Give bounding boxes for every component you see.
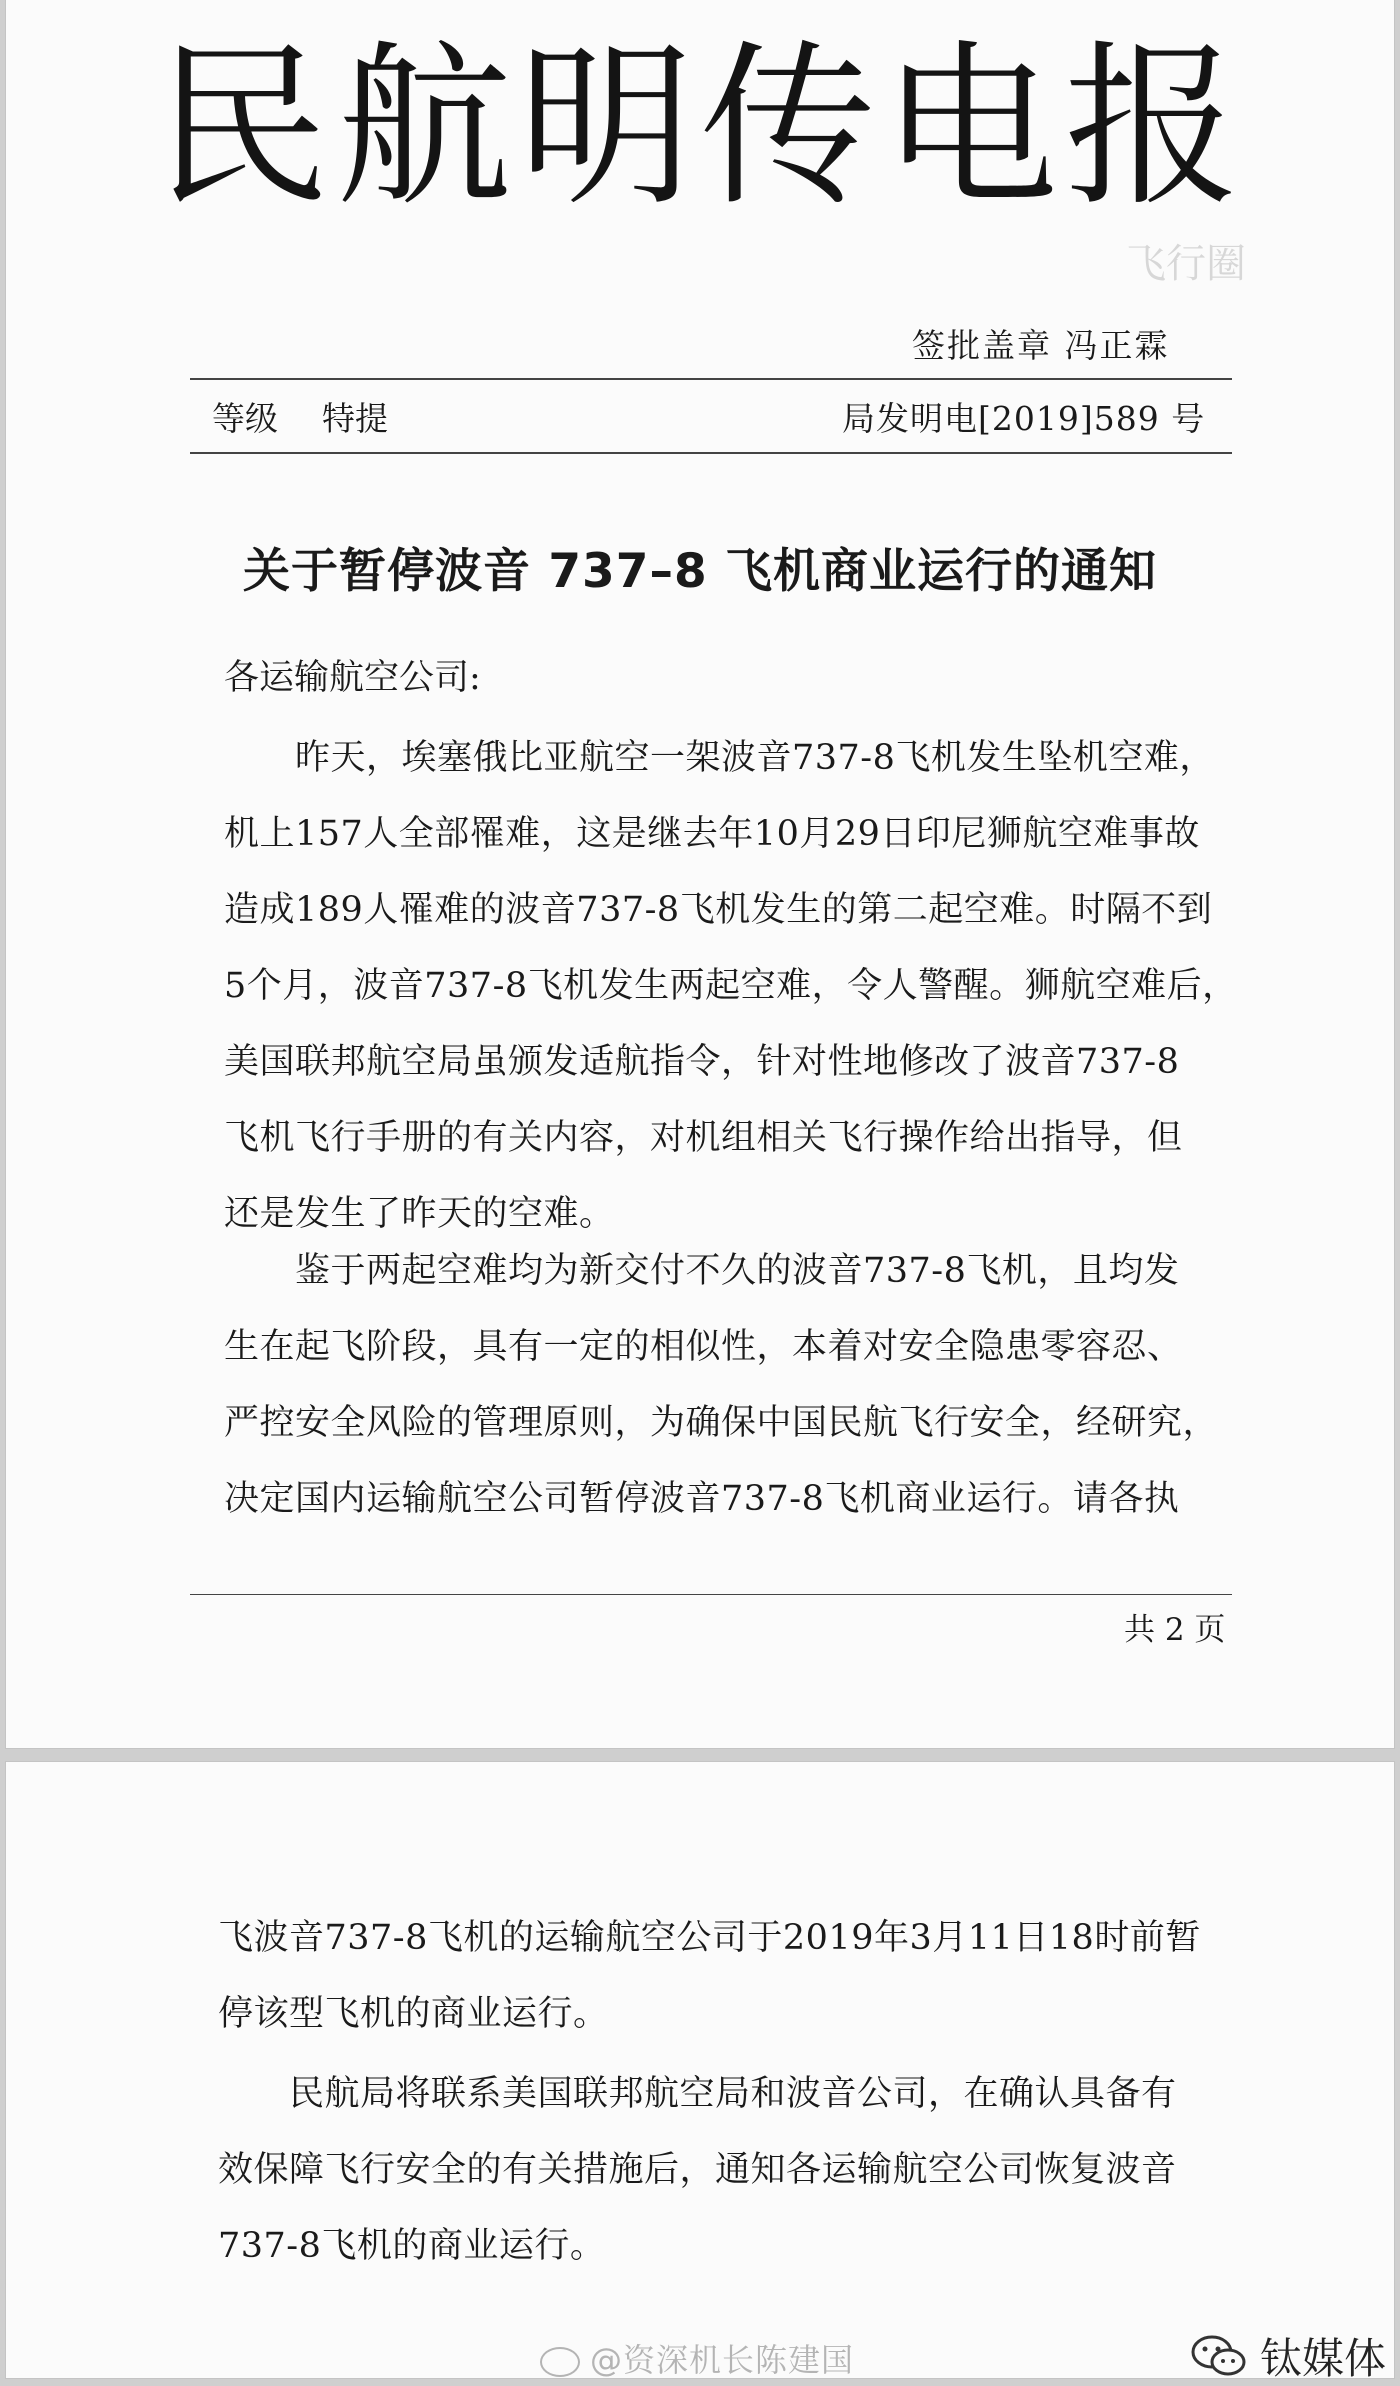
footer-rule	[190, 1594, 1232, 1595]
paragraph-4	[218, 2056, 1218, 2284]
text-line: 生在起飞阶段，具有一定的相似性，本着对安全隐患零容忍、	[224, 1327, 1183, 1367]
weibo-handle: @资深机长陈建国	[590, 2341, 855, 2379]
salutation: 各运输航空公司:	[224, 658, 481, 698]
text-line: 民航局将联系美国联邦航空局和波音公司，在确认具备有	[218, 2074, 1177, 2114]
text-line: 美国联邦航空局虽颁发适航指令，针对性地修改了波音737-8	[224, 1042, 1180, 1082]
text-line: 还是发生了昨天的空难。	[224, 1194, 615, 1234]
header-rule-bottom	[190, 452, 1232, 454]
signer-line: 签批盖章 冯正霖	[912, 326, 1170, 365]
text-line: 决定国内运输航空公司暂停波音737-8飞机商业运行。请各执	[224, 1479, 1180, 1519]
text-line: 737-8飞机的商业运行。	[218, 2226, 606, 2266]
document-number: 局发明电[2019]589 号	[842, 399, 1206, 438]
text-line: 飞波音737-8飞机的运输航空公司于2019年3月11日18时前暂	[218, 1918, 1201, 1958]
paragraph-3	[218, 1900, 1218, 2052]
text-line: 机上157人全部罹难，这是继去年10月29日印尼狮航空难事故	[224, 814, 1200, 854]
weibo-watermark	[540, 2335, 854, 2381]
wechat-icon	[1190, 2334, 1248, 2378]
paragraph-1	[224, 720, 1238, 1252]
text-line: 效保障飞行安全的有关措施后，通知各运输航空公司恢复波音	[218, 2150, 1177, 2190]
weibo-icon	[540, 2347, 580, 2377]
text-line: 昨天，埃塞俄比亚航空一架波音737-8飞机发生坠机空难，	[224, 738, 1215, 778]
text-line: 造成189人罹难的波音737-8飞机发生的第二起空难。时隔不到	[224, 890, 1213, 930]
document-title: 关于暂停波音 737–8 飞机商业运行的通知	[242, 544, 1158, 599]
text-line: 5个月，波音737-8飞机发生两起空难，令人警醒。狮航空难后，	[224, 966, 1238, 1006]
page-count: 共 2 页	[1124, 1612, 1226, 1648]
brand-watermark	[1190, 2326, 1386, 2386]
level-label: 等级	[212, 399, 278, 438]
text-line: 鉴于两起空难均为新交付不久的波音737-8飞机，且均发	[224, 1251, 1180, 1291]
header-rule-top	[190, 378, 1232, 380]
level-value: 特提	[322, 399, 388, 438]
text-line: 严控安全风险的管理原则，为确保中国民航飞行安全，经研究，	[224, 1403, 1219, 1443]
brand-name: 钛媒体	[1260, 2334, 1387, 2383]
watermark-top: 飞行圈	[1126, 241, 1246, 287]
paragraph-2	[224, 1233, 1224, 1537]
masthead-title: 民航明传电报	[153, 25, 1246, 230]
text-line: 飞机飞行手册的有关内容，对机组相关飞行操作给出指导，但	[224, 1118, 1183, 1158]
text-line: 停该型飞机的商业运行。	[218, 1994, 609, 2034]
document-page-1	[6, 0, 1394, 1748]
